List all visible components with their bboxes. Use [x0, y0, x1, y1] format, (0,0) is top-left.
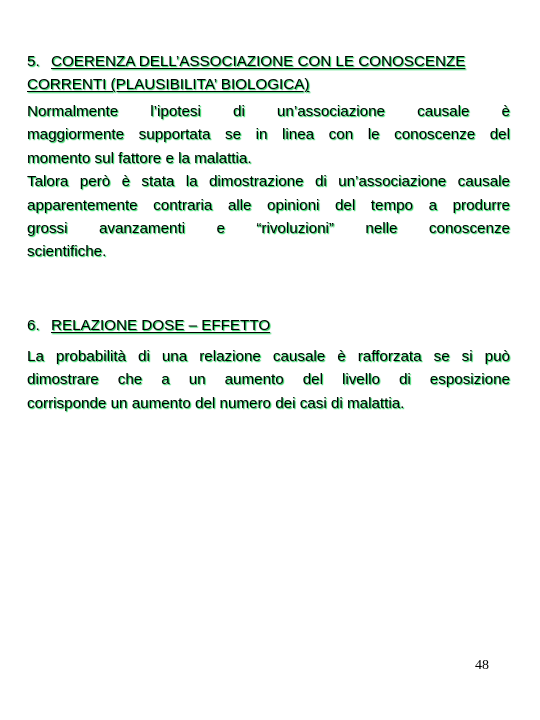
text-line: La probabilità di una relazione causale è rafforzata se si può — [27, 348, 510, 365]
text-line: scientifiche. — [27, 243, 107, 261]
section-6-body — [27, 345, 510, 415]
text-line: dimostrare che a un aumento del livello di esposizione — [27, 371, 510, 389]
text-line: Normalmente l’ipotesi di un’associazione causale è — [27, 103, 510, 120]
section-5-paragraph-1 — [27, 100, 510, 170]
text-line: Talora però è stata la dimostrazione di un’associazione causale — [27, 173, 510, 191]
section-5-number: 5. — [27, 53, 40, 70]
text-line: maggiormente supportata se in linea con le conoscenze del — [27, 126, 510, 144]
section-5-title-line-1: COERENZA DELL’ASSOCIAZIONE CON LE CONOSCENZE — [51, 53, 466, 70]
text-line: corrisponde un aumento del numero dei casi di malattia. — [27, 394, 405, 412]
section-5-body — [27, 100, 510, 264]
section-6-heading — [27, 314, 510, 337]
section-5-paragraph-2 — [27, 170, 510, 264]
text-line: momento sul fattore e la malattia. — [27, 149, 252, 167]
section-5-heading — [27, 50, 510, 97]
section-6-title: RELAZIONE DOSE – EFFETTO — [51, 317, 271, 334]
section-6-number: 6. — [27, 317, 40, 334]
text-line: grossi avanzamenti e “rivoluzioni” nelle conoscenze — [27, 220, 510, 238]
text-line: apparentemente contraria alle opinioni del tempo a produrre — [27, 196, 510, 214]
section-6-paragraph — [27, 345, 510, 415]
section-5-title-line-2: CORRENTI (PLAUSIBILITA’ BIOLOGICA) — [27, 76, 310, 94]
page-number: 48 — [475, 658, 489, 673]
